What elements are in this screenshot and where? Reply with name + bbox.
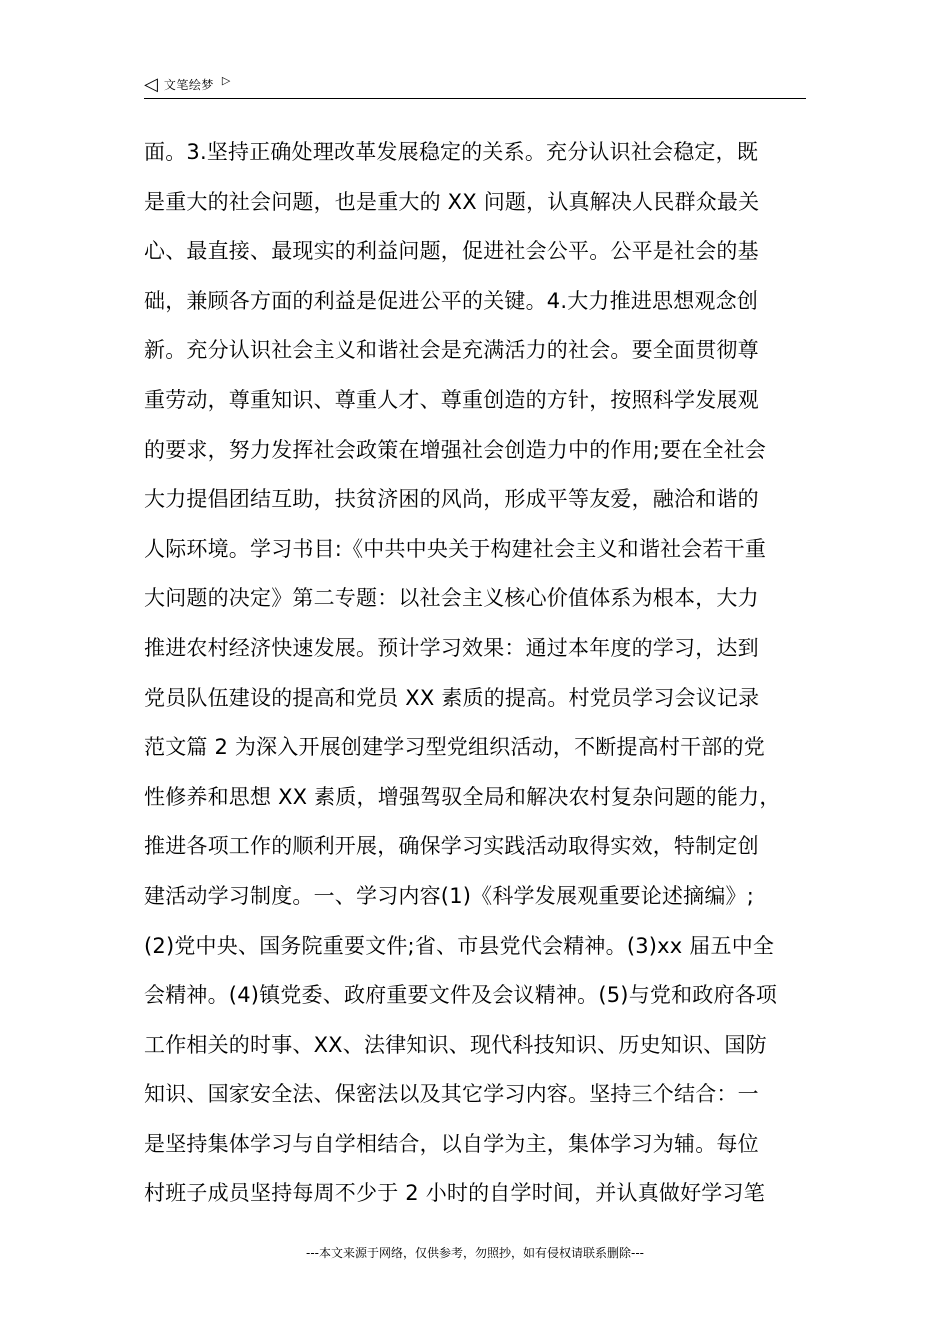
- body-line: 大力提倡团结互助，扶贫济困的风尚，形成平等友爱，融洽和谐的: [144, 487, 759, 512]
- body-line: 心、最直接、最现实的利益问题，促进社会公平。公平是社会的基: [144, 239, 759, 264]
- body-line: 范文篇 2 为深入开展创建学习型党组织活动，不断提高村干部的党: [144, 735, 765, 760]
- body-line: 知识、国家安全法、保密法以及其它学习内容。坚持三个结合：一: [144, 1082, 759, 1107]
- body-line: (2)党中央、国务院重要文件;省、市县党代会精神。(3)xx 届五中全: [144, 933, 775, 958]
- body-line: 新。充分认识社会主义和谐社会是充满活力的社会。要全面贯彻尊: [144, 338, 759, 363]
- left-triangle-icon: ◁: [144, 74, 158, 95]
- body-line: 推进农村经济快速发展。预计学习效果：通过本年度的学习，达到: [144, 635, 759, 660]
- body-line: 面。3.坚持正确处理改革发展稳定的关系。充分认识社会稳定，既: [144, 140, 759, 164]
- document-body: [144, 128, 810, 1219]
- page-footer: ---本文来源于网络，仅供参考，勿照抄，如有侵权请联系删除---: [306, 1246, 644, 1260]
- body-line: 工作相关的时事、XX、法律知识、现代科技知识、历史知识、国防: [144, 1032, 767, 1057]
- body-line: 村班子成员坚持每周不少于 2 小时的自学时间，并认真做好学习笔: [144, 1181, 765, 1206]
- body-line: 础，兼顾各方面的利益是促进公平的关键。4.大力推进思想观念创: [144, 288, 759, 313]
- page-header: [144, 72, 806, 99]
- body-line: 党员队伍建设的提高和党员 XX 素质的提高。村党员学习会议记录: [144, 685, 760, 710]
- body-line: 人际环境。学习书目:《中共中央关于构建社会主义和谐社会若干重: [144, 536, 767, 561]
- body-line: 大问题的决定》第二专题：以社会主义核心价值体系为根本，大力: [144, 586, 759, 611]
- body-line: 会精神。(4)镇党委、政府重要文件及会议精神。(5)与党和政府各项: [144, 983, 778, 1008]
- body-line: 是坚持集体学习与自学相结合，以自学为主，集体学习为辅。每位: [144, 1131, 759, 1156]
- right-triangle-icon: ▷: [221, 74, 231, 87]
- body-line: 建活动学习制度。一、学习内容(1)《科学发展观重要论述摘编》;: [144, 883, 755, 908]
- body-line: 是重大的社会问题，也是重大的 XX 问题，认真解决人民群众最关: [144, 189, 760, 214]
- body-line: 推进各项工作的顺利开展，确保学习实践活动取得实效，特制定创: [144, 834, 759, 859]
- body-line: 重劳动，尊重知识、尊重人才、尊重创造的方针，按照科学发展观: [144, 387, 759, 412]
- body-line: 的要求，努力发挥社会政策在增强社会创造力中的作用;要在全社会: [144, 437, 767, 462]
- body-line: 性修养和思想 XX 素质，增强驾驭全局和解决农村复杂问题的能力，: [144, 784, 781, 809]
- header-brand: 文笔绘梦: [163, 78, 214, 92]
